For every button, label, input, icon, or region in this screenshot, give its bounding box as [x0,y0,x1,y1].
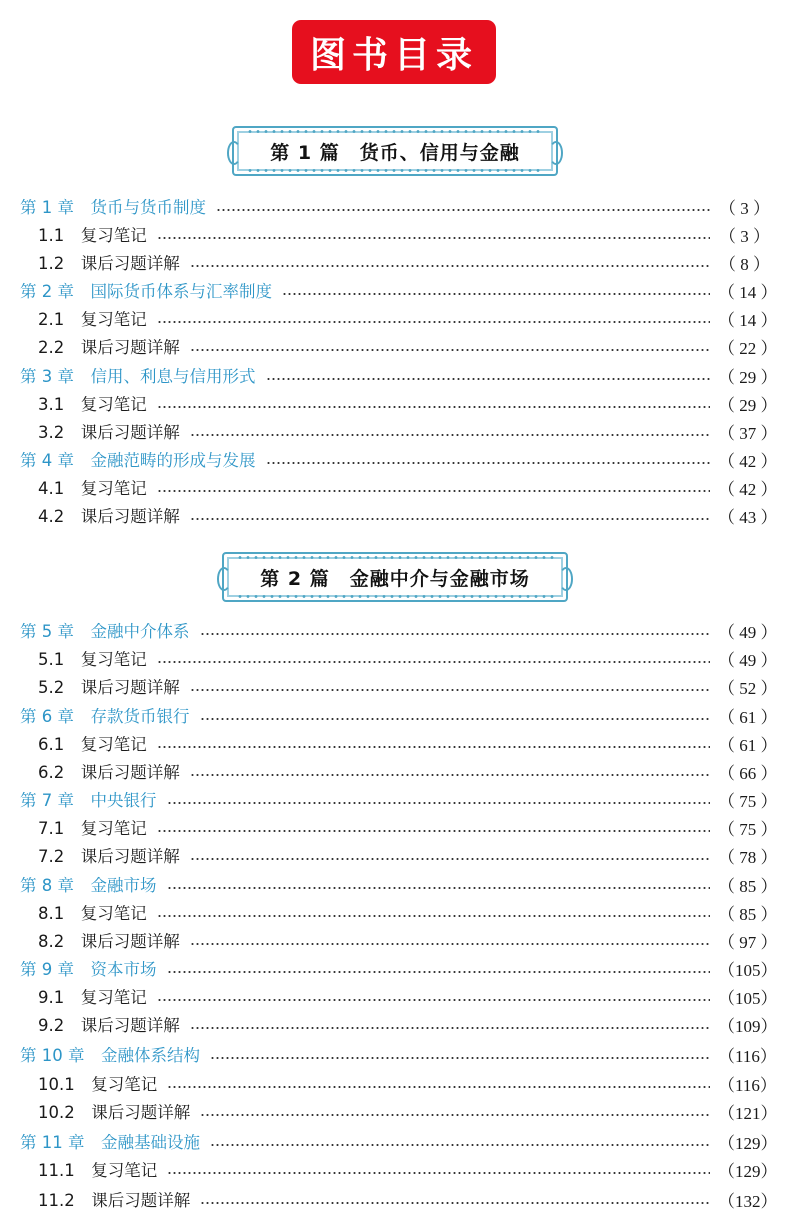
chapter-label: 第 2 章 国际货币体系与汇率制度 [20,281,272,301]
toc-chapter-2[interactable] [0,278,790,306]
page-number: （ 37 ） [718,423,778,443]
section-label: 3.2 课后习题详解 [38,422,180,442]
toc-section-4-2[interactable] [0,503,790,531]
page-number: （ 61 ） [718,735,778,755]
toc-section-6-2[interactable] [0,759,790,787]
section-label: 1.2 课后习题详解 [38,253,180,273]
page-number: （105） [718,960,778,980]
dot-leader [210,1143,710,1147]
dot-leader [157,489,710,493]
dot-leader [167,801,711,805]
dot-leader [157,405,710,409]
section-label: 7.1 复习笔记 [38,818,147,838]
chapter-label: 第 11 章 金融基础设施 [20,1132,200,1152]
section-label: 1.1 复习笔记 [38,225,147,245]
toc-section-5-2[interactable] [0,674,790,702]
part-2-header [222,552,568,602]
toc-section-10-2[interactable] [0,1099,790,1127]
ornament-icon [217,567,231,591]
section-label: 10.1 复习笔记 [38,1074,158,1094]
section-label: 4.1 复习笔记 [38,478,147,498]
toc-section-10-1[interactable] [0,1071,790,1099]
section-label: 8.1 复习笔记 [38,903,147,923]
chapter-label: 第 3 章 信用、利息与信用形式 [20,366,256,386]
toc-chapter-7[interactable] [0,787,790,815]
dot-leader [167,1085,710,1089]
chapter-label: 第 9 章 资本市场 [20,959,157,979]
dot-leader [210,1056,710,1060]
section-label: 4.2 课后习题详解 [38,506,180,526]
page-number: （116） [718,1075,777,1095]
dot-leader [157,914,710,918]
dot-leader [200,632,711,636]
dot-leader [190,264,710,268]
dot-leader [167,886,711,890]
page-number: （109） [718,1016,778,1036]
section-label: 7.2 课后习题详解 [38,846,180,866]
section-label: 11.1 复习笔记 [38,1160,158,1180]
toc-section-3-2[interactable] [0,419,790,447]
dot-leader [216,208,710,212]
part-2-title: 第 2 篇 金融中介与金融市场 [260,567,530,590]
page-number: （ 42 ） [718,479,778,499]
dot-leader [190,688,710,692]
page-title: 图书目录 [309,34,478,76]
page-number: （121） [718,1103,778,1123]
dot-leader [200,1113,710,1117]
part-1-title: 第 1 篇 货币、信用与金融 [270,141,520,164]
dot-leader [200,717,711,721]
dot-leader [157,745,710,749]
page-number: （ 49 ） [718,622,778,642]
page-number: （ 14 ） [718,310,778,330]
chapter-label: 第 5 章 金融中介体系 [20,621,190,641]
section-label: 2.2 课后习题详解 [38,337,180,357]
ornament-icon [549,141,563,165]
toc-section-2-2[interactable] [0,334,790,362]
page-number: （ 42 ） [718,451,778,471]
dot-leader [266,461,711,465]
dot-leader [157,320,710,324]
dot-leader [157,998,710,1002]
chapter-label: 第 8 章 金融市场 [20,875,157,895]
toc-chapter-3[interactable] [0,363,790,391]
dot-leader [282,292,710,296]
chapter-label: 第 1 章 货币与货币制度 [20,197,206,217]
toc-section-6-1[interactable] [0,731,790,759]
section-label: 6.2 课后习题详解 [38,762,180,782]
chapter-label: 第 4 章 金融范畴的形成与发展 [20,450,256,470]
toc-section-1-1[interactable] [0,222,790,250]
section-label: 5.2 课后习题详解 [38,677,180,697]
toc-section-8-2[interactable] [0,928,790,956]
dot-leader [157,660,710,664]
chapter-label: 第 6 章 存款货币银行 [20,706,190,726]
page-number: （129） [718,1133,778,1153]
section-label: 10.2 课后习题详解 [38,1102,191,1122]
toc-section-7-1[interactable] [0,815,790,843]
page-number: （ 14 ） [718,282,778,302]
toc-section-9-2[interactable] [0,1012,790,1040]
toc-chapter-6[interactable] [0,703,790,731]
dot-leader [190,348,710,352]
ornament-icon [227,141,241,165]
toc-chapter-4[interactable] [0,447,790,475]
page-number: （ 78 ） [718,847,778,867]
page-number: （ 97 ） [718,932,778,952]
section-label: 8.2 课后习题详解 [38,931,180,951]
section-label: 9.1 复习笔记 [38,987,147,1007]
chapter-label: 第 10 章 金融体系结构 [20,1045,200,1065]
toc-chapter-10[interactable] [0,1042,790,1070]
toc-chapter-9[interactable] [0,956,790,984]
toc-section-1-2[interactable] [0,250,790,278]
page-number: （116） [718,1046,777,1066]
toc-chapter-8[interactable] [0,872,790,900]
section-label: 2.1 复习笔记 [38,309,147,329]
toc-section-2-1[interactable] [0,306,790,334]
page-number: （ 85 ） [718,876,778,896]
dot-leader [157,236,710,240]
dot-leader [190,517,710,521]
page-number: （ 8 ） [719,254,770,274]
toc-chapter-5[interactable] [0,618,790,646]
page-number: （105） [718,988,778,1008]
toc-section-7-2[interactable] [0,843,790,871]
toc-section-4-1[interactable] [0,475,790,503]
toc-section-11-1[interactable] [0,1157,790,1185]
toc-chapter-1[interactable] [0,194,790,222]
page-number: （ 3 ） [719,226,770,246]
toc-section-3-1[interactable] [0,391,790,419]
section-label: 9.2 课后习题详解 [38,1015,180,1035]
toc-section-9-1[interactable] [0,984,790,1012]
section-label: 6.1 复习笔记 [38,734,147,754]
toc-section-11-2[interactable] [0,1187,790,1215]
section-label: 11.2 课后习题详解 [38,1190,191,1210]
dot-leader [200,1201,710,1205]
dot-leader [190,857,710,861]
toc-title-banner [292,20,496,84]
page-number: （ 75 ） [718,791,778,811]
toc-section-8-1[interactable] [0,900,790,928]
page-number: （ 3 ） [719,198,770,218]
page-number: （132） [718,1191,778,1211]
section-label: 5.1 复习笔记 [38,649,147,669]
dot-leader [167,1171,710,1175]
page-number: （ 29 ） [718,395,778,415]
dot-leader [190,1026,710,1030]
section-label: 3.1 复习笔记 [38,394,147,414]
page-number: （ 49 ） [718,650,778,670]
page-number: （ 61 ） [718,707,778,727]
dot-leader [190,942,710,946]
page-number: （ 43 ） [718,507,778,527]
dot-leader [157,829,710,833]
dot-leader [190,433,710,437]
page-number: （ 22 ） [718,338,778,358]
ornament-icon [559,567,573,591]
page-number: （ 85 ） [718,904,778,924]
dot-leader [190,773,710,777]
toc-section-5-1[interactable] [0,646,790,674]
dot-leader [167,970,711,974]
page-number: （ 29 ） [718,367,778,387]
part-1-header [232,126,558,176]
page-number: （129） [718,1161,778,1181]
toc-chapter-11[interactable] [0,1129,790,1157]
chapter-label: 第 7 章 中央银行 [20,790,157,810]
page-number: （ 52 ） [718,678,778,698]
page-number: （ 75 ） [718,819,778,839]
page-number: （ 66 ） [718,763,778,783]
dot-leader [266,377,711,381]
